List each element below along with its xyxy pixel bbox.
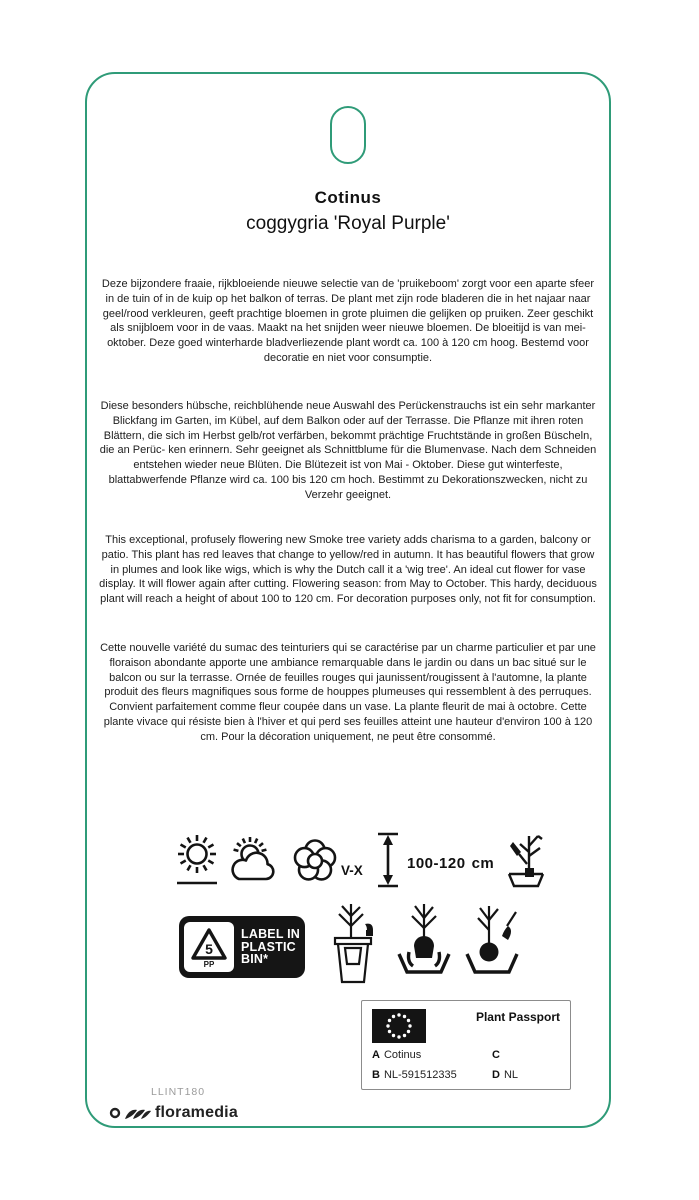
passport-field-c xyxy=(492,1049,504,1061)
passport-title: Plant Passport xyxy=(475,1010,560,1024)
passport-a-value: Cotinus xyxy=(383,1049,422,1061)
passport-a-label: A xyxy=(372,1049,380,1061)
planting-step-soak-icon xyxy=(325,902,383,986)
passport-d-label: D xyxy=(492,1069,500,1081)
description-french: Cette nouvelle variété du sumac des teinturiers qui se caractérise par un charme particulier et par une floraison abondante apporte une ambiance remarquable dans le jardin ou dans un bac situé sur le balcon ou sur la terrasse. Ornée de feuilles rouges qui jaunissent/rougissent à l'automne, la plante produit des fleurs magnifiques sous forme de houppes plumeuses qui ressemblent à des perruques. Convient parfaitement comme fleur coupée dans un vase. La plante fleurit de mai à octobre. Cette plante vivace qui résiste bien à l'hiver et qui perd ses feuilles atteint une hauteur d'environ 100 à 120 cm. Pour la décoration uniquement, ne peut être consommé. xyxy=(100,642,596,743)
passport-field-d xyxy=(492,1069,518,1081)
plant-genus-title: Cotinus xyxy=(314,188,382,207)
flowering-period-label: V-X xyxy=(341,863,363,878)
height-icon xyxy=(375,831,401,889)
passport-d-value: NL xyxy=(503,1069,519,1081)
height-number: 100-120 xyxy=(407,855,466,872)
hanging-hole xyxy=(330,106,366,164)
passport-b-label: B xyxy=(372,1069,380,1081)
full-sun-icon xyxy=(175,830,219,888)
recycling-text xyxy=(241,928,300,966)
passport-field-a xyxy=(372,1049,421,1061)
eu-flag-icon xyxy=(372,1009,426,1043)
passport-b-value: NL-591512335 xyxy=(383,1069,457,1081)
passport-c-label: C xyxy=(492,1049,500,1061)
flowering-icon xyxy=(289,834,341,886)
recycling-number: 5 xyxy=(205,941,213,957)
pruning-plant-icon xyxy=(505,826,547,890)
height-value-label xyxy=(407,855,494,872)
passport-field-b xyxy=(372,1069,457,1081)
recycling-text-line1: LABEL IN xyxy=(241,927,301,942)
planting-step-trowel-icon xyxy=(465,902,523,986)
recycling-text-line2: PLASTIC xyxy=(241,939,296,954)
plant-passport-box xyxy=(361,1000,571,1090)
height-unit: cm xyxy=(471,855,495,872)
description-dutch: Deze bijzondere fraaie, rijkbloeiende nieuwe selectie van de 'pruikeboom' zorgt voor een aparte sfeer in de tuin of in de kuip op het balkon of terras. De plant met zijn rode bladeren die in het najaar naar geel/rood verkleuren, geeft prachtige bloemen in grote pluimen die gelijken op pruiken. Zeer geschikt als snijbloem voor in de vaas. Maakt na het snijden weer nieuwe bloemen. De bloeitijd is van mei-oktober. Deze goed winterharde bladverliezende plant wordt ca. 100 à 120 cm hoog. Bestemd voor decoratie en niet voor consumptie. xyxy=(101,278,595,364)
recycling-text-line3: BIN* xyxy=(241,952,269,967)
print-code: LLINT180 xyxy=(151,1086,206,1098)
brand-name: floramedia xyxy=(155,1104,238,1121)
copyright-ring-icon xyxy=(109,1107,121,1119)
plant-label-card xyxy=(85,72,611,1128)
brand-logo xyxy=(109,1104,238,1122)
plant-species-subtitle: coggygria 'Royal Purple' xyxy=(246,213,450,234)
recycling-symbol-icon xyxy=(184,922,234,972)
planting-step-rootball-icon xyxy=(395,902,453,986)
description-english: This exceptional, profusely flowering new Smoke tree variety adds charisma to a garden, balcony or patio. This plant has red leaves that change to yellow/red in autumn. It has beautiful flowers that grow in plumes and look like wigs, which is why the Dutch call it a 'wig tree'. An ideal cut flower for vase display. It will flower again after cutting. Flowering season: from May to October. This hardy, deciduous plant will reach a height of about 100 to 120 cm. For decoration purposes only, not fit for consumption. xyxy=(99,534,597,606)
description-german: Diese besonders hübsche, reichblühende neue Auswahl des Perückenstrauchs ist ein sehr markanter Blickfang im Garten, im Kübel, auf dem Balkon oder auf der Terrasse. Die Pflanze mit ihren roten Blättern, die sich im Herbst gelb/rot verfärben, bekommt prächtige Fruchtstände in großen Büscheln, die an Perüc- ken erinnern. Sehr geeignet als Schnittblume für die Blumenvase. Nach dem Schneiden entstehen wieder neue Blüten. Die Blütezeit ist von Mai - Oktober. Diese gut winterfeste, blattabwerfende Pflanze wird ca. 100 bis 120 cm hoch. Bestimmt zu Dekorationszwecken, nicht zu Verzehr geeignet. xyxy=(99,400,597,501)
recycling-material: PP xyxy=(203,960,215,969)
recycling-badge xyxy=(179,916,305,978)
leaf-logo-icon xyxy=(124,1105,152,1121)
partial-shade-icon xyxy=(227,834,279,886)
